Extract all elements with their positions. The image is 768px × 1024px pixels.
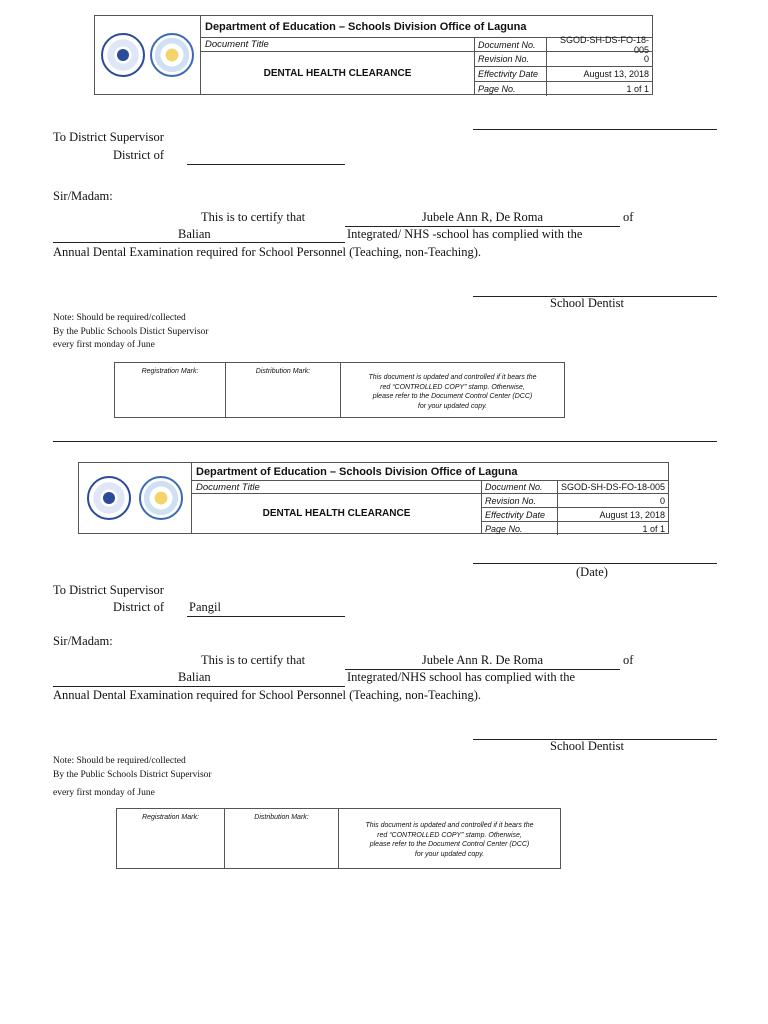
control-note-line: please refer to the Document Control Center (DCC) — [369, 841, 530, 848]
control-note-line: red “CONTROLLED COPY” stamp. Otherwise, — [377, 831, 522, 839]
deped-seal-icon — [87, 476, 131, 520]
control-note-cell — [341, 363, 564, 417]
meta-label: Revision No. — [475, 52, 547, 66]
complied-text: Integrated/ NHS -school has complied with the — [347, 227, 583, 241]
note-line: Note: Should be required/collected — [53, 756, 186, 766]
registration-mark-label: Registration Mark: — [141, 368, 199, 375]
registration-mark-cell — [115, 363, 226, 417]
date-line[interactable] — [473, 563, 717, 564]
signatory: School Dentist — [550, 739, 624, 753]
meta-row — [482, 481, 668, 494]
meta-value: 0 — [643, 54, 649, 64]
control-note-line: This document is updated and controlled if it bears the — [365, 822, 534, 829]
logos — [79, 463, 192, 533]
meta-value: August 13, 2018 — [599, 509, 665, 520]
control-note — [341, 373, 564, 411]
certify-text: This is to certify that — [201, 210, 306, 224]
control-note — [339, 821, 560, 859]
distribution-mark-label: Distribution Mark: — [255, 368, 311, 375]
to-line: To District Supervisor — [53, 583, 164, 597]
meta-row — [475, 52, 652, 67]
document-title: DENTAL HEALTH CLEARANCE — [263, 67, 412, 79]
logos — [95, 16, 201, 94]
registration-mark-label: Registration Mark: — [142, 814, 199, 821]
meta-row — [482, 522, 668, 535]
meta-row — [475, 82, 652, 96]
meta-value: SGOD-SH-DS-FO-18-005 — [559, 34, 649, 55]
meta-label: Effectivity Date — [482, 508, 558, 521]
meta-value: SGOD-SH-DS-FO-18-005 — [560, 482, 665, 492]
meta-label: Document No. — [482, 481, 558, 493]
meta-row — [482, 508, 668, 522]
school-name: Balian — [178, 227, 211, 241]
district-label: District of — [113, 600, 165, 614]
note-line: Note: Should be required/collected — [53, 313, 186, 323]
note-line: By the Public Schools Distict Supervisor — [53, 327, 209, 337]
control-note-line: for your updated copy. — [414, 850, 485, 858]
control-note-line: please refer to the Document Control Center (DCC) — [372, 393, 533, 400]
of-text: of — [623, 210, 634, 224]
date-label: (Date) — [576, 565, 608, 579]
document-title-label: Document Title — [201, 38, 474, 52]
salutation: Sir/Madam: — [53, 634, 113, 648]
meta-value: 1 of 1 — [626, 84, 649, 94]
distribution-mark-label: Distribution Mark: — [254, 814, 309, 821]
org-name: Department of Education – Schools Division Office of Laguna — [201, 16, 652, 38]
meta-label: Page No. — [475, 82, 547, 96]
name-value: Jubele Ann R, De Roma — [421, 210, 544, 224]
registration-mark-cell — [117, 809, 225, 868]
distribution-mark-cell — [226, 363, 341, 417]
note-line: every first monday of June — [53, 340, 155, 350]
exam-text: Annual Dental Examination required for School Personnel (Teaching, non-Teaching). — [53, 245, 481, 259]
distribution-mark-cell — [225, 809, 339, 868]
certify-text: This is to certify that — [201, 653, 306, 667]
control-note-cell — [339, 809, 560, 868]
meta-label: Page No. — [482, 522, 558, 535]
document-title: DENTAL HEALTH CLEARANCE — [262, 508, 411, 519]
meta-row — [475, 34, 652, 55]
salutation: Sir/Madam: — [53, 189, 113, 203]
control-box — [116, 808, 561, 869]
note-line: By the Public Schools District Supervisor — [53, 770, 212, 780]
to-line: To District Supervisor — [53, 130, 164, 144]
district-field-line[interactable] — [187, 164, 345, 165]
meta-row — [482, 494, 668, 508]
meta-value: 1 of 1 — [642, 523, 665, 534]
school-name: Balian — [178, 670, 211, 684]
date-line[interactable] — [473, 129, 717, 130]
complied-text: Integrated/NHS school has complied with the — [347, 670, 576, 684]
district-label: District of — [113, 148, 165, 162]
school-field-line[interactable] — [53, 686, 345, 687]
meta-table — [481, 481, 668, 533]
control-note-line: red “CONTROLLED COPY” stamp. Otherwise, — [380, 383, 525, 391]
school-field-line[interactable] — [53, 242, 345, 243]
meta-label: Document No. — [475, 38, 547, 51]
meta-value: August 13, 2018 — [583, 69, 649, 79]
form-header — [94, 15, 653, 95]
of-text: of — [623, 653, 634, 667]
laguna-division-seal-icon — [150, 33, 194, 77]
meta-row — [475, 67, 652, 82]
control-note-line: for your updated copy. — [417, 402, 488, 410]
district-value: Pangil — [189, 600, 221, 614]
control-note-line: This document is updated and controlled if it bears the — [368, 374, 537, 381]
laguna-division-seal-icon — [139, 476, 183, 520]
form-header — [78, 462, 669, 534]
meta-label: Effectivity Date — [475, 67, 547, 81]
note-line: every first monday of June — [53, 788, 155, 798]
cut-separator — [53, 441, 717, 442]
meta-table — [474, 34, 652, 94]
name-value: Jubele Ann R. De Roma — [421, 653, 544, 667]
deped-seal-icon — [101, 33, 145, 77]
exam-text: Annual Dental Examination required for School Personnel (Teaching, non-Teaching). — [53, 688, 481, 702]
meta-label: Revision No. — [482, 494, 558, 507]
district-field-line[interactable] — [187, 616, 345, 617]
control-box — [114, 362, 565, 418]
signatory: School Dentist — [550, 296, 624, 310]
meta-value: 0 — [659, 495, 665, 506]
document-title-label: Document Title — [192, 481, 481, 494]
org-name: Department of Education – Schools Division Office of Laguna — [192, 463, 668, 481]
